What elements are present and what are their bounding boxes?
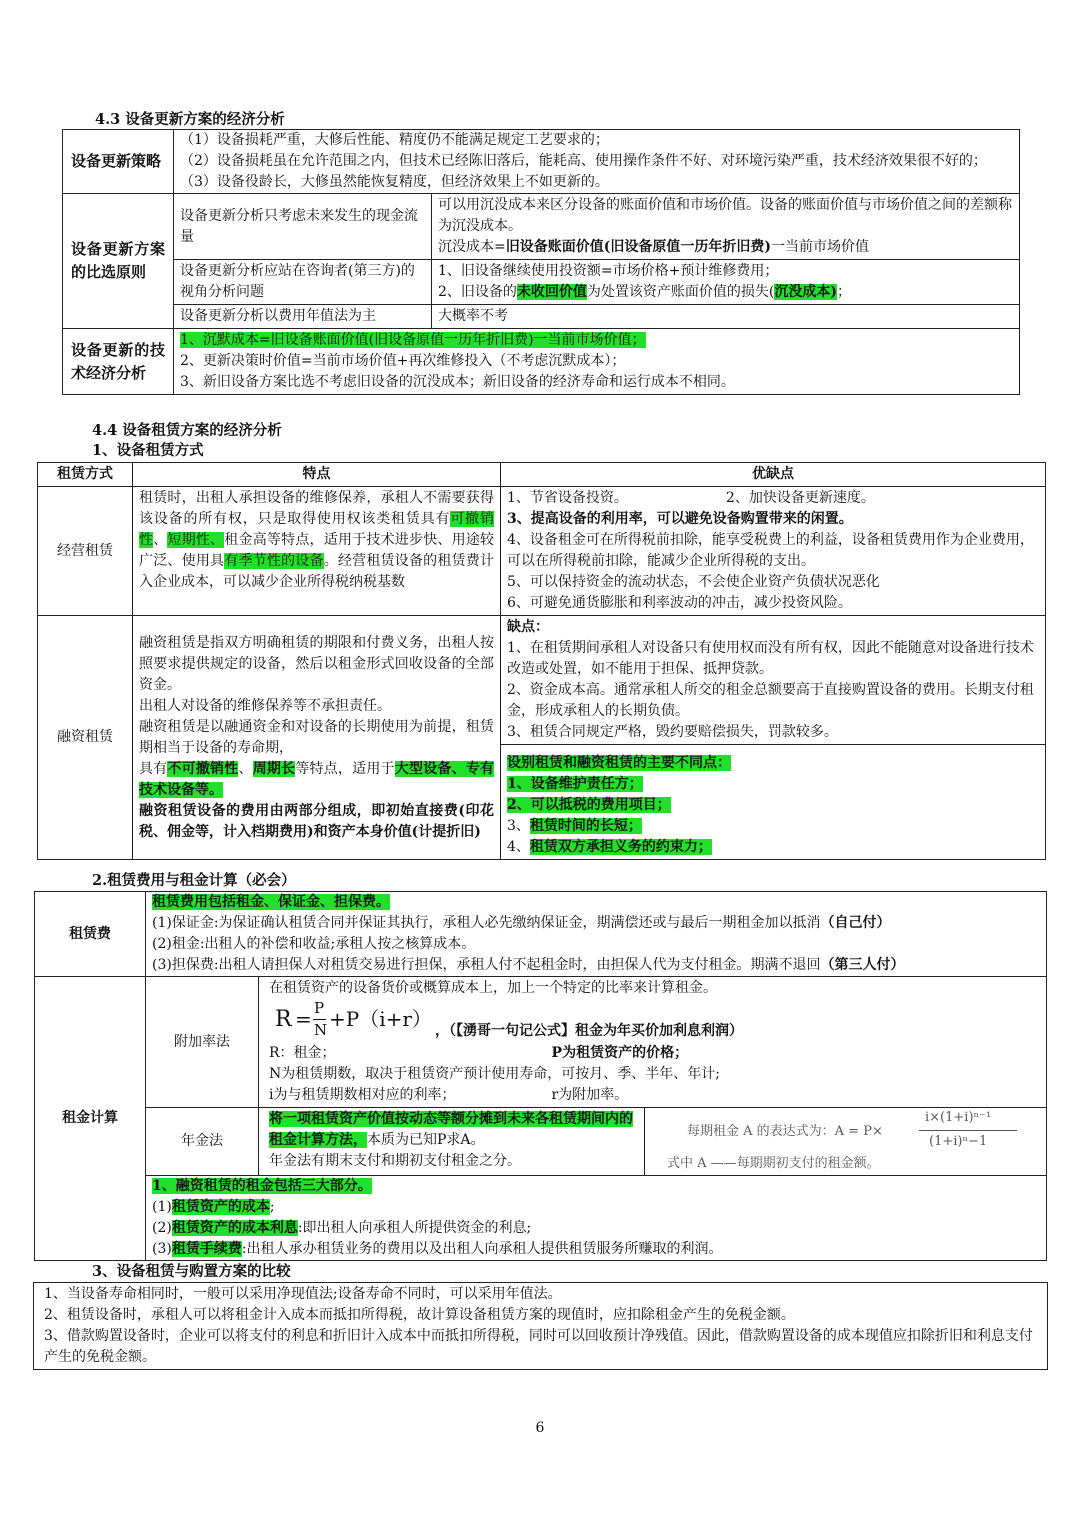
- tech-econ-line-3: 3、新旧设备方案比选不考虑旧设备的沉没成本；新旧设备的经济寿命和运行成本不相同。: [180, 374, 735, 390]
- difference-3: 3、租赁时间的长短；: [507, 818, 642, 834]
- component-2: (2)租赁资产的成本利息:即出租人向承租人所提供资金的利息;: [152, 1220, 532, 1236]
- compare-line-1: 1、当设备寿命相同时，一般可以采用净现值法;设备寿命不同时，可以采用年值法。: [44, 1286, 562, 1302]
- fee-rent: (2)租金:出租人的补偿和收益;承租人按之核算成本。: [152, 936, 476, 952]
- financing-lease-label: 融资租赁: [38, 616, 133, 860]
- lease-differences: [501, 745, 1046, 860]
- add-rate-description: 在租赁资产的设备货价或概算成本上，加上一个特定的比率来计算租金。: [269, 980, 717, 996]
- fin-feature-5: 融资租赁设备的费用由两部分组成，即初始直接费(印花税、佣金等，计入档期费用)和资产本身价值(计提折旧): [139, 802, 494, 840]
- old-equipment-line-1: 1、旧设备继续使用投资额=市场价格+预计维修费用；: [438, 263, 779, 279]
- lease-fee-content: [146, 892, 1047, 977]
- add-rate-defs-n: N为租赁期数，取决于租赁资产预计使用寿命，可按月、季、半年、年计;: [269, 1066, 720, 1082]
- renewal-strategy-content: [174, 130, 1020, 194]
- lease-type-table: [37, 462, 1046, 860]
- fee-deposit: (1)保证金:为保证确认租赁合同并保证其执行，承租人必先缴纳保证金，期满偿还或与最后一期租金加以抵消（自己付）: [152, 915, 891, 931]
- tech-econ-line-1: 1、沉默成本=旧设备账面价值(旧设备原值一历年折旧费)一当前市场价值；: [180, 332, 646, 348]
- difference-4: 4、租赁双方承担义务的约束力；: [507, 839, 712, 855]
- formula-P: P: [314, 999, 325, 1017]
- fin-feature-1: 融资租赁是指双方明确租赁的期限和付费义务，出租人按照要求提供规定的设备，然后以租金形式回收设备的全部资金。: [139, 634, 494, 693]
- fin-feature-4: 具有不可撤销性、周期长等特点，适用于大型设备、专有技术设备等。: [139, 760, 495, 798]
- annual-cost-cell: 设备更新分析以费用年值法为主: [174, 305, 432, 329]
- annuity-method-content: [259, 1108, 645, 1176]
- strategy-line-3: （3）设备役龄长，大修虽然能恢复精度，但经济效果上不如更新的。: [180, 174, 609, 190]
- compare-line-3: 3、借款购置设备时，企业可以将支付的利息和折旧计入成本中而抵扣所得税，同时可以回收预计净残值。因此，借款购置设备的成本现值应扣除折旧和利息支付产生的免税金额。: [44, 1328, 1033, 1365]
- future-cashflow-cell: 设备更新分析只考虑未来发生的现金流量: [174, 194, 432, 260]
- annuity-numerator: i×(1+i)ⁿ⁻¹: [925, 1110, 992, 1125]
- compare-line-2: 2、租赁设备时，承租人可以将租金计入成本而抵扣所得税，故计算设备租赁方案的现值时，应扣除租金产生的免税金额。: [44, 1307, 795, 1323]
- annuity-payment-timing: 年金法有期末支付和期初支付租金之分。: [269, 1153, 521, 1169]
- old-equipment-cell: [432, 260, 1020, 305]
- section-title-4-4: 4.4 设备租赁方案的经济分析: [92, 422, 282, 439]
- renewal-strategy-label: 设备更新策略: [63, 130, 174, 194]
- subsection-fee-calc: 2.租赁费用与租金计算（必会）: [92, 872, 296, 889]
- financing-lease-features: [133, 616, 501, 860]
- lease-vs-buy-content: [34, 1283, 1048, 1370]
- add-rate-method-label: 附加率法: [146, 977, 259, 1108]
- sunk-cost-cell: [432, 194, 1020, 260]
- annuity-description: 将一项租赁资产价值按动态等额分摊到未来各租赁期间内的租金计算方法，本质为已知P求A。: [269, 1111, 633, 1148]
- add-rate-defs-i: i为与租赁期数相对应的利率； r为附加率。: [269, 1087, 629, 1103]
- add-rate-formula: [269, 999, 1040, 1043]
- advantage-1-2: 1、节省设备投资。 2、加快设备更新速度。: [507, 490, 875, 506]
- fin-feature-2: 出租人对设备的维修保养等不承担责任。: [139, 697, 391, 714]
- advantage-3: 3、提高设备的利用率，可以避免设备购置带来的闲置。: [507, 511, 853, 527]
- advantage-6: 6、可避免通货膨胀和利率波动的冲击，减少投资风险。: [507, 595, 852, 611]
- fee-guarantee: (3)担保费:出租人请担保人对租赁交易进行担保，承租人付不起租金时，由担保人代为支付租金。期满不退回（第三人付）: [152, 957, 905, 973]
- annuity-formula-cell: [645, 1108, 1047, 1176]
- operating-lease-features: 租赁时，出租人承担设备的维修保养，承租人不需要获得该设备的所有权，只是取得使用权该类租赁具有可撤销性、短期性、租金高等特点，适用于技术进步快、用途较广泛、使用具有季节性的设备。经营租赁设备的租赁费计入企业成本，可以减少企业所得税纳税基数: [133, 487, 501, 616]
- tech-econ-line-2: 2、更新决策时价值=当前市场价值+再次维修投入（不考虑沉默成本）；: [180, 353, 626, 369]
- formula-mnemonic: ，（【湧哥一句记公式】租金为年买价加利息利润）: [435, 1023, 743, 1039]
- operating-lease-label: 经营租赁: [38, 487, 133, 616]
- lease-vs-buy-table: [33, 1282, 1048, 1370]
- annuity-method-label: 年金法: [146, 1108, 259, 1176]
- fee-rent-table: [34, 891, 1047, 1261]
- tech-econ-content: [174, 329, 1020, 395]
- annuity-denominator: (1+i)ⁿ−1: [929, 1134, 988, 1149]
- component-1: (1)租赁资产的成本;: [152, 1199, 275, 1215]
- strategy-line-1: （1）设备损耗严重，大修后性能、精度仍不能满足规定工艺要求的；: [180, 132, 609, 148]
- formula-N: N: [314, 1021, 328, 1039]
- disadvantage-2: 2、资金成本高。通常承租人所交的租金总额要高于直接购置设备的费用。长期支付租金，形成承租人的长期负债。: [507, 682, 1034, 719]
- comparison-principle-label: 设备更新方案的比选原则: [63, 194, 174, 329]
- renewal-table: [62, 129, 1020, 395]
- subsection-lease-vs-buy: 3、设备租赁与购置方案的比较: [92, 1263, 291, 1280]
- financing-lease-disadvantages: [501, 616, 1046, 745]
- sunk-cost-definition: 可以用沉没成本来区分设备的账面价值和市场价值。设备的账面价值与市场价值之间的差额称为沉没成本。: [438, 197, 1012, 234]
- disadvantage-3: 3、租赁合同规定严格，毁约要赔偿损失，罚款较多。: [507, 724, 838, 740]
- strategy-line-2: （2）设备损耗虽在允许范围之内，但技术已经陈旧落后，能耗高、使用操作条件不好、对环境污染严重，技术经济效果很不好的；: [180, 153, 987, 169]
- operating-lease-advantages: [501, 487, 1046, 616]
- component-3: (3)租赁手续费:出租人承办租赁业务的费用以及出租人向承租人提供租赁服务所赚取的利润。: [152, 1241, 723, 1257]
- add-rate-defs-1: R：租金； P为租赁资产的价格；: [269, 1045, 689, 1061]
- header-features: 特点: [133, 463, 501, 487]
- old-equipment-line-2: 2、旧设备的未收回价值为处置该资产账面价值的损失(沉没成本)；: [438, 284, 852, 300]
- fee-summary: 租赁费用包括租金、保证金、担保费。: [152, 894, 390, 910]
- rarely-tested-cell: 大概率不考: [432, 305, 1020, 329]
- consultant-view-cell: 设备更新分析应站在咨询者(第三方)的视角分析问题: [174, 260, 432, 305]
- tech-econ-label: 设备更新的技术经济分析: [63, 329, 174, 395]
- header-pros-cons: 优缺点: [501, 463, 1046, 487]
- annuity-formula-prefix: 每期租金 A 的表达式为：A = P×: [687, 1124, 883, 1139]
- disadvantage-1: 1、在租赁期间承租人对设备只有使用权而没有所有权，因此不能随意对设备进行技术改造或处置，如不能用于担保、抵押贷款。: [507, 640, 1034, 677]
- add-rate-method-content: [259, 977, 1047, 1108]
- difference-2: 2、可以抵税的费用项目；: [507, 797, 671, 813]
- sunk-cost-formula: 沉没成本=旧设备账面价值(旧设备原值一历年折旧费)一当前市场价值: [438, 239, 869, 255]
- advantage-4: 4、设备租金可在所得税前扣除，能享受税费上的利益，设备租赁费用作为企业费用，可以在所得税前扣除，能减少企业所得税的支出。: [507, 532, 1034, 569]
- header-lease-type: 租赁方式: [38, 463, 133, 487]
- difference-title: 设别租赁和融资租赁的主要不同点：: [507, 755, 731, 771]
- advantage-5: 5、可以保持资金的流动状态，不会使企业资产负债状况恶化: [507, 574, 880, 590]
- components-title: 1、融资租赁的租金包括三大部分。: [152, 1178, 372, 1194]
- subsection-lease-types: 1、设备租赁方式: [92, 442, 204, 459]
- financing-rent-components: [146, 1176, 1047, 1261]
- fin-feature-3: 融资租赁是以融通资金和对设备的长期使用为前提，租赁期相当于设备的寿命期，: [139, 718, 494, 756]
- section-title-4-3: 4.3 设备更新方案的经济分析: [95, 111, 285, 128]
- disadvantage-title: 缺点：: [507, 619, 549, 635]
- difference-1: 1、设备维护责任方；: [507, 776, 643, 792]
- lease-fee-label: 租赁费: [35, 892, 146, 977]
- annuity-formula-note: 式中 A ——每期期初支付的租金额。: [667, 1156, 880, 1171]
- annuity-formula: [667, 1109, 1040, 1153]
- formula-equals: =: [295, 1007, 312, 1031]
- formula-R: R: [275, 1007, 292, 1032]
- page-number: 6: [535, 1420, 545, 1436]
- formula-rest: +P（i+r）: [329, 1007, 432, 1031]
- rent-calc-label: 租金计算: [35, 977, 146, 1261]
